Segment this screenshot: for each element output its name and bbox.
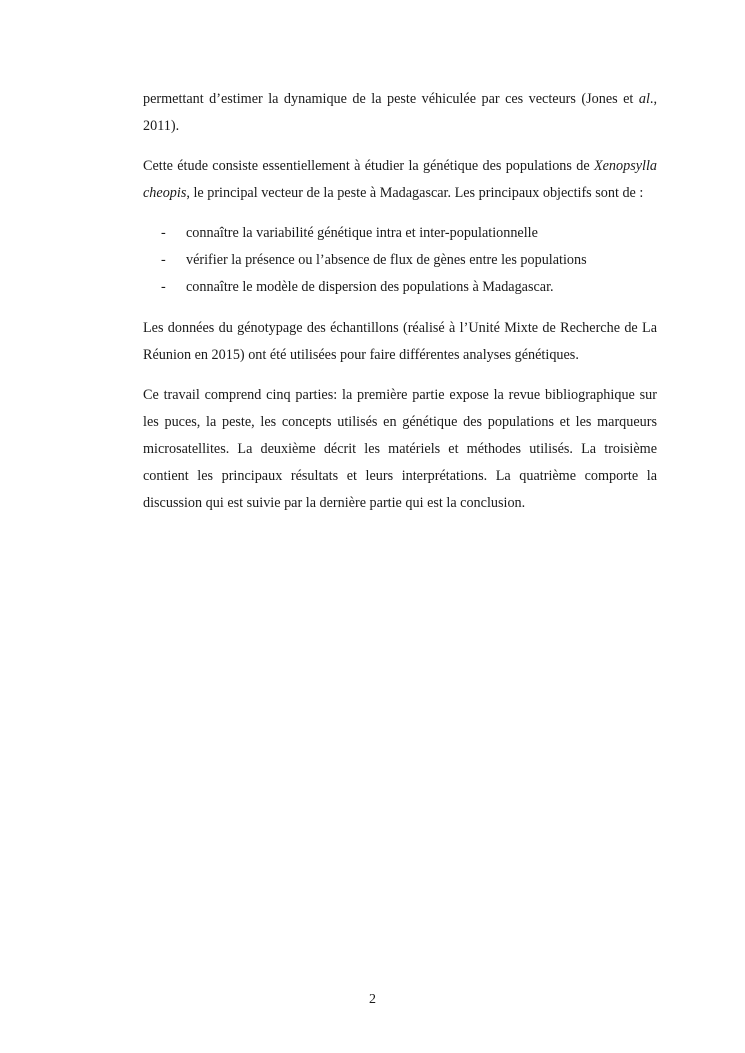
objectives-list bbox=[143, 220, 657, 301]
document-page bbox=[143, 86, 657, 530]
paragraph-data-source: Les données du génotypage des échantillons (réalisé à l’Unité Mixte de Recherche de La Réunion en 2015) ont été utilisées pour faire différentes analyses génétiques. bbox=[143, 320, 657, 363]
list-item bbox=[143, 220, 657, 247]
paragraph-text: permettant d’estimer la dynamique de la peste véhiculée par ces vecteurs (Jones et bbox=[143, 91, 639, 107]
paragraph-text: ., 2011). bbox=[143, 91, 657, 134]
list-item bbox=[143, 274, 657, 301]
italic-text: al bbox=[638, 91, 650, 107]
list-item-text: vérifier la présence ou l’absence de flux de gènes entre les populations bbox=[186, 252, 587, 268]
species-name: Xenopsylla cheopis bbox=[143, 158, 657, 201]
list-item-text: connaître le modèle de dispersion des populations à Madagascar. bbox=[186, 279, 554, 295]
list-item bbox=[143, 247, 657, 274]
bullet-dash: - bbox=[161, 225, 166, 241]
bullet-dash: - bbox=[161, 279, 166, 295]
paragraph-text: Cette étude consiste essentiellement à étudier la génétique des populations de bbox=[143, 158, 594, 174]
bullet-dash: - bbox=[161, 252, 166, 268]
paragraph-text: , le principal vecteur de la peste à Madagascar. Les principaux objectifs sont de : bbox=[186, 185, 644, 201]
page-number: 2 bbox=[369, 992, 376, 1007]
paragraph-objectives bbox=[143, 153, 657, 207]
paragraph-structure: Ce travail comprend cinq parties: la première partie expose la revue bibliographique sur les puces, la peste, les concepts utilisés en génétique des populations et les marqueurs microsatellites. La deuxième décrit les matériels et méthodes utilisés. La troisième contient les principaux résultats et leurs interprétations. La quatrième comporte la discussion qui est suivie par la dernière partie qui est la conclusion. bbox=[143, 387, 657, 511]
paragraph-intro-continuation bbox=[143, 86, 657, 140]
list-item-text: connaître la variabilité génétique intra et inter-populationnelle bbox=[186, 225, 538, 241]
